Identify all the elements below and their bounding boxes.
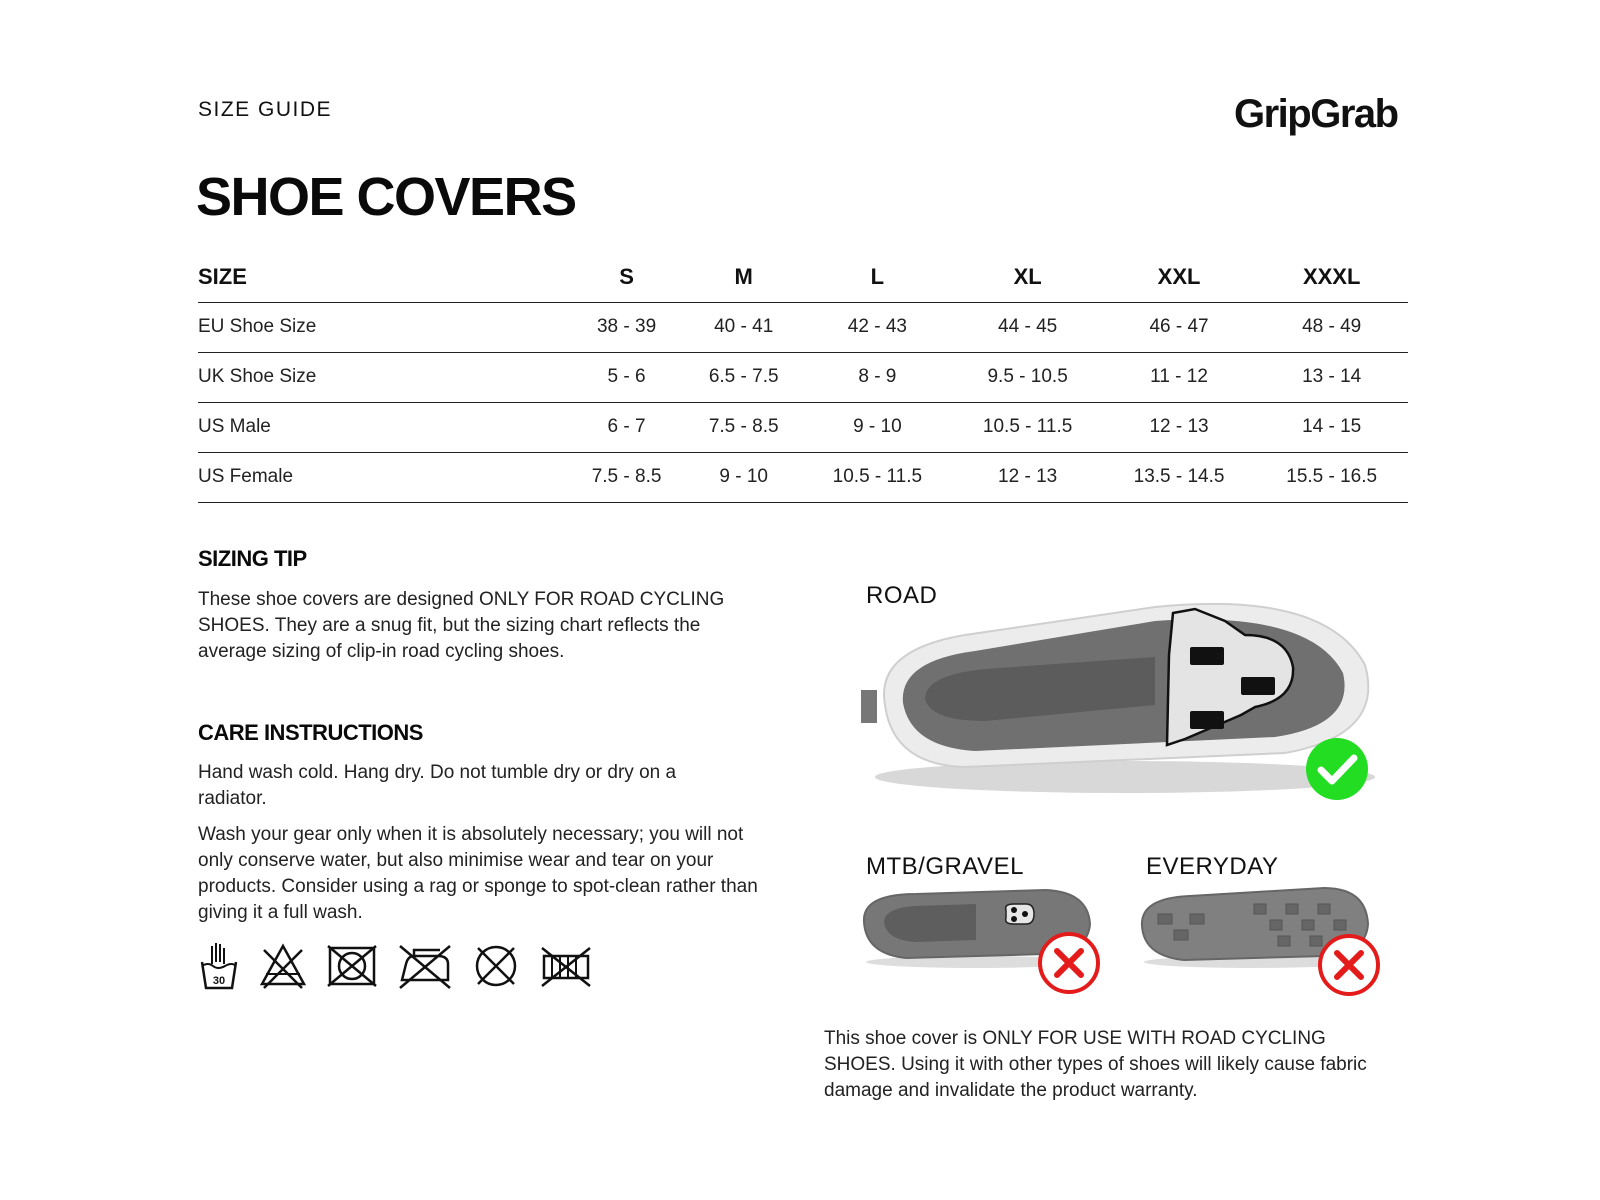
cross-icon (1316, 932, 1382, 998)
table-cell: 7.5 - 8.5 (568, 452, 685, 502)
warranty-note: This shoe cover is ONLY FOR USE WITH ROAD CYCLING SHOES. Using it with other types of shoes will likely cause fabric damage and invalidate the product warranty. (824, 1028, 1367, 1101)
table-cell: 9 - 10 (685, 452, 802, 502)
everyday-shoe-label: EVERYDAY (1146, 853, 1279, 880)
page-title: SHOE COVERS (196, 167, 576, 227)
care-icons (198, 940, 594, 992)
table-cell: 13 - 14 (1255, 352, 1408, 402)
table-cell: 12 - 13 (1103, 402, 1256, 452)
table-cell: 46 - 47 (1103, 302, 1256, 352)
table-cell: 14 - 15 (1255, 402, 1408, 452)
row-label: US Male (198, 402, 568, 452)
table-cell: 38 - 39 (568, 302, 685, 352)
table-cell: 12 - 13 (953, 452, 1103, 502)
table-cell: 40 - 41 (685, 302, 802, 352)
row-label: UK Shoe Size (198, 352, 568, 402)
column-header: XXXL (1255, 252, 1408, 302)
size-table (198, 252, 1408, 503)
sizing-tip-text: These shoe covers are designed ONLY FOR ROAD CYCLING SHOES. They are a snug fit, but the sizing chart reflects the average sizing of clip-in road cycling shoes. (198, 589, 725, 662)
row-label: EU Shoe Size (198, 302, 568, 352)
table-header-row (198, 252, 1408, 302)
column-header: XL (953, 252, 1103, 302)
table-cell: 9.5 - 10.5 (953, 352, 1103, 402)
table-cell: 15.5 - 16.5 (1255, 452, 1408, 502)
table-cell: 7.5 - 8.5 (685, 402, 802, 452)
wash-temp-label: 30 (212, 975, 226, 987)
mtb-gravel-shoe-label: MTB/GRAVEL (866, 853, 1024, 880)
no-radiator-dry-icon (538, 942, 594, 990)
table-cell: 42 - 43 (802, 302, 952, 352)
table-cell: 10.5 - 11.5 (802, 452, 952, 502)
table-cell: 5 - 6 (568, 352, 685, 402)
care-instructions-heading: CARE INSTRUCTIONS (198, 720, 423, 745)
table-cell: 9 - 10 (802, 402, 952, 452)
size-guide-label: SIZE GUIDE (198, 98, 333, 121)
table-row (198, 402, 1408, 452)
table-cell: 48 - 49 (1255, 302, 1408, 352)
cross-icon (1036, 930, 1102, 996)
sizing-tip-heading: SIZING TIP (198, 546, 307, 571)
table-cell: 10.5 - 11.5 (953, 402, 1103, 452)
table-row (198, 352, 1408, 402)
road-shoe-label: ROAD (866, 582, 938, 609)
hand-wash-icon (198, 940, 240, 992)
column-header: S (568, 252, 685, 302)
care-text-short: Hand wash cold. Hang dry. Do not tumble dry or dry on a radiator. (198, 762, 677, 809)
table-cell: 8 - 9 (802, 352, 952, 402)
row-label: US Female (198, 452, 568, 502)
table-row (198, 452, 1408, 502)
column-header: SIZE (198, 252, 568, 302)
no-tumble-dry-icon (326, 942, 378, 990)
table-cell: 44 - 45 (953, 302, 1103, 352)
table-cell: 6 - 7 (568, 402, 685, 452)
column-header: XXL (1103, 252, 1256, 302)
column-header: L (802, 252, 952, 302)
table-cell: 13.5 - 14.5 (1103, 452, 1256, 502)
brand-logo: GripGrab (1234, 92, 1398, 136)
table-row (198, 302, 1408, 352)
no-dry-clean-icon (472, 942, 520, 990)
table-cell: 11 - 12 (1103, 352, 1256, 402)
check-icon (1304, 736, 1370, 802)
column-header: M (685, 252, 802, 302)
care-text-long: Wash your gear only when it is absolutely necessary; you will not only conserve water, but also minimise wear and tear on your products. Consider using a rag or sponge to spot-clean rather than giving it a full wash. (198, 824, 758, 923)
table-cell: 6.5 - 7.5 (685, 352, 802, 402)
no-bleach-icon (258, 942, 308, 990)
no-iron-icon (396, 942, 454, 990)
